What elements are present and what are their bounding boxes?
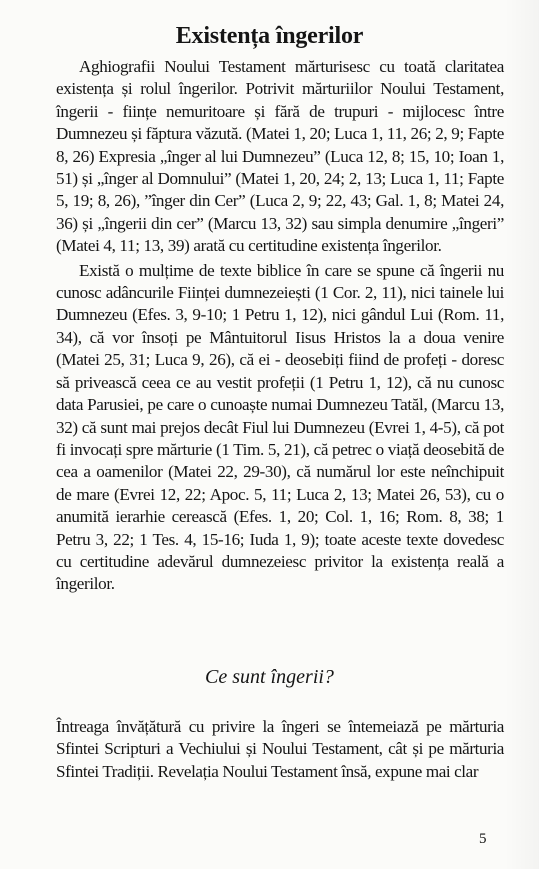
paragraph-aghiografii: Aghiografii Noului Testament mărturisesc cu toată claritatea existența și rolul îngerilor. Potrivit mărturiilor Noului Testament, îngerii - ființe nemuritoare și fără de trupuri - mijlocesc între Dumnezeu și făptura văzută. (Matei 1, 20; Luca 1, 11, 26; 2, 9; Fapte 8, 26) Expresia „înger al lui Dumnezeu” (Luca 12, 8; 15, 10; Ioan 1, 51) și „înger al Domnului” (Matei 1, 20, 24; 2, 13; Luca 1, 11; Fapte 5, 19; 8, 26), ”înger din Cer” (Luca 2, 9; 22, 43; Gal. 1, 8; Matei 24, 36) și „îngerii din cer” (Marcu 13, 32) sau simpla denumire „îngeri” (Matei 4, 11; 13, 39) arată cu certitudine existența îngerilor. (56, 57, 505, 256)
page-edge-shadow (505, 0, 539, 869)
section-text-block (56, 716, 504, 783)
paragraph-intreaga-invatatura: Întreaga învățătură cu privire la îngeri se întemeiază pe mărturia Sfintei Scripturi a Vechiului și Noului Testament, cât și pe mărturia Sfintei Tradiții. Revelația Noului Testament însă, expune mai clar (56, 717, 504, 781)
chapter-title: Existența îngerilor (175, 23, 364, 49)
paragraph-texte-biblice: Există o mulțime de texte biblice în care se spune că îngerii nu cunosc adâncurile Ființei dumnezeiești (1 Cor. 2, 11), nici tainele lui Dumnezeu (Efes. 3, 9-10; 1 Petru 1, 12), nici gândul Lui (Rom. 11, 34), că vor însoți pe Mântuitorul Iisus Hristos la a doua venire (Matei 25, 31; Luca 9, 26), că ei - deosebiți fiind de profeți - doresc să privească ceea ce au vestit profeții (1 Petru 1, 12), că nu cunosc data Parusiei, pe care o cunoaște numai Dumnezeu Tatăl, (Marcu 13, 32) că sunt mai prejos decât Fiul lui Dumnezeu (Evrei 1, 4-5), că pot fi invocați spre mărturie (1 Tim. 5, 21), că petrec o viață deosebită de cea a oamenilor (Matei 22, 29-30), că numărul lor este neînchipuit de mare (Evrei 12, 22; Apoc. 5, 11; Luca 2, 13; Matei 26, 53), cu o anumită ierarhie cerească (Efes. 1, 20; Col. 1, 16; Rom. 8, 38; 1 Petru 3, 22; 1 Tes. 4, 15-16; Iuda 1, 9); toate aceste texte dovedesc cu certitudine adevărul dumnezeiesc privitor la existența reală a îngerilor. (56, 260, 504, 594)
section-heading: Ce sunt îngerii? (205, 666, 334, 688)
page-number: 5 (479, 831, 487, 847)
main-text-block (56, 56, 504, 596)
